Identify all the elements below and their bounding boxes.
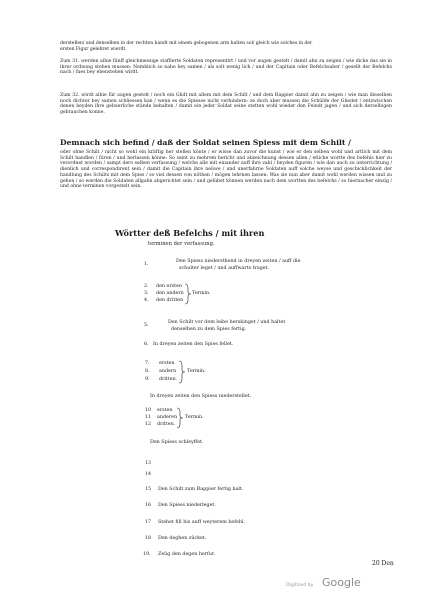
command-number-16: 16 — [145, 503, 152, 508]
command-number-8: 8. — [145, 369, 150, 374]
command-number-14: 14 — [145, 472, 152, 477]
paragraph-32: Zum 32. wirdt alhie für augen gestelt / noch ein Glidt mit allem mit dem Schilt / und dem Rappier damit ahn zu zeigen / wie man dieselben noch dichter bey samen schliessen kan / wenn es die Spiesse nicht verhindern: ze doch aber mussen die Schülde der Glieder / entzwischen denen beyden ihre gebuerliche stände behalten / damit ein jeder Soldat seine stetten wohl wieder den Feindt jagen / und sich derselbigen gebrauchen konne. — [60, 93, 392, 116]
command-text-9: dritten. — [159, 377, 178, 382]
command-text-5b: denselben zu dem Spies fertig. — [171, 327, 247, 332]
command-text-6: In dreyen zeiten den Spies fellet. — [153, 342, 234, 347]
command-number-12: 12 — [145, 422, 152, 427]
command-text-10: ersten — [157, 408, 173, 413]
command-text-schleyffet: Den Spiess schleyffet. — [150, 440, 204, 445]
command-text-1: Den Spiess niedersthend in dreyen zeiten / auff die — [176, 259, 301, 264]
brace-icon — [184, 283, 192, 305]
command-number-7: 7. — [145, 361, 150, 366]
command-number-2: 2. — [144, 284, 149, 289]
command-number-9: 9. — [145, 377, 150, 382]
command-text-18: Den deghen zücket. — [158, 536, 207, 541]
command-number-13: 13 — [145, 461, 152, 466]
command-text-2: den ersten — [156, 284, 182, 289]
command-number-6: 6. — [144, 342, 149, 347]
google-logo: Google — [322, 576, 361, 589]
command-text-4: den dritten — [156, 298, 184, 303]
command-text-19: Zeüg den degen herfur. — [158, 552, 216, 557]
termin-label-1: Termin. — [192, 291, 211, 296]
command-number-19: 19. — [143, 552, 151, 557]
command-number-10: 10 — [145, 408, 152, 413]
command-text-12: dritten. — [157, 422, 176, 427]
termin-label-3: Termin. — [185, 415, 204, 420]
command-number-17: 17 — [145, 520, 152, 525]
catchword: 20 Den — [372, 560, 394, 567]
command-text-11: anderen — [157, 415, 178, 420]
command-number-3: 3. — [144, 291, 149, 296]
top-line-2: ersten Figur gelehret wierdt. — [60, 47, 127, 52]
intro-paragraph: oder ohne Schilt / nicht so wohl ein kräftig her stellen könte / er wisse dan zuvor die kunst / wie er den selben wohl und artlich mit dem Schilt handlen / füren / und herlassen könne: So seint zu mehrem bericht und abzeichnung dessen allen / etliche wortte des befehls hier zu verordnet worden / sampt dero selben verfassung / welche alle mit einander auff ihre zahl / beyden figuren / wie dan auch zu unterrichtung / dienlich und correspondirent sein / damit die Capitain ihre neüwe / und unerfahrne Soldaten auff solche weyse und geschicklichkeit der handlung des Schilts mit dem Spies / so viel dessen von nöthen / mögen lehrnen lassen: Was sie nun aber damit wohl werden wissen und zu gehen / so werden die Soldaten allgahn abgerichtet sein / und gelübet können werden nach dem wortten des befelchs / so hiernacher einzig / und ohne terminen vorgestelt sein. — [60, 150, 392, 190]
command-number-15: 15 — [145, 487, 152, 492]
command-text-15: Den Schilt zum Rappier fertig halt. — [158, 487, 244, 492]
command-text-8: andern — [159, 369, 177, 374]
command-text-niederstellet: In dreyen zeiten den Spiess niederstellet. — [150, 394, 252, 399]
command-text-17: Stehet fill bis auff weyterem befehl. — [158, 520, 245, 525]
section-heading: Demnach sich befind / daß der Soldat seinen Spiess mit dem Schilt / — [60, 138, 351, 147]
command-number-4: 4. — [144, 298, 149, 303]
command-number-5: 5. — [144, 323, 149, 328]
top-line-1: derstellen/ und denselben in der rechten handt mit einem gebogenen arm halten sol/ gleich wie solches in der — [60, 41, 313, 46]
termin-label-2: Termin. — [187, 369, 206, 374]
command-text-1b: schulter leget / und auffwarts traget. — [179, 266, 270, 271]
command-number-11: 11 — [145, 415, 152, 420]
command-text-5: Den Schilt vor dem leibe herskinget / und haltet — [168, 320, 286, 325]
commands-subtitle: terminen der verfassung. — [148, 241, 215, 247]
command-number-18: 18 — [145, 536, 152, 541]
command-text-3: den andern — [156, 291, 184, 296]
command-text-16: Den Spiess niederleget. — [158, 503, 216, 508]
command-number-1: 1. — [144, 262, 149, 267]
paragraph-31: Zum 31. werden alhie fünff gleichmessige staffierte Soldaten representirt / und vor augen gestelt / damit ahn zu zeigen / wie dicke das sie in ihrer ordnung stehen mussen: Nemblich so nahe bey samen / als solt wenig lich / und der Capitain oder Befelchsaber / gesellt der Befelchs nach / fues bey ebenstehen wirdt. — [60, 59, 392, 76]
commands-title: Wörtter deß Befelchs / mit ihren — [115, 228, 265, 238]
brace-icon — [176, 407, 184, 429]
digitized-by-label: Digitized by — [286, 583, 314, 588]
brace-icon — [178, 360, 186, 384]
command-text-7: ersten — [159, 361, 175, 366]
